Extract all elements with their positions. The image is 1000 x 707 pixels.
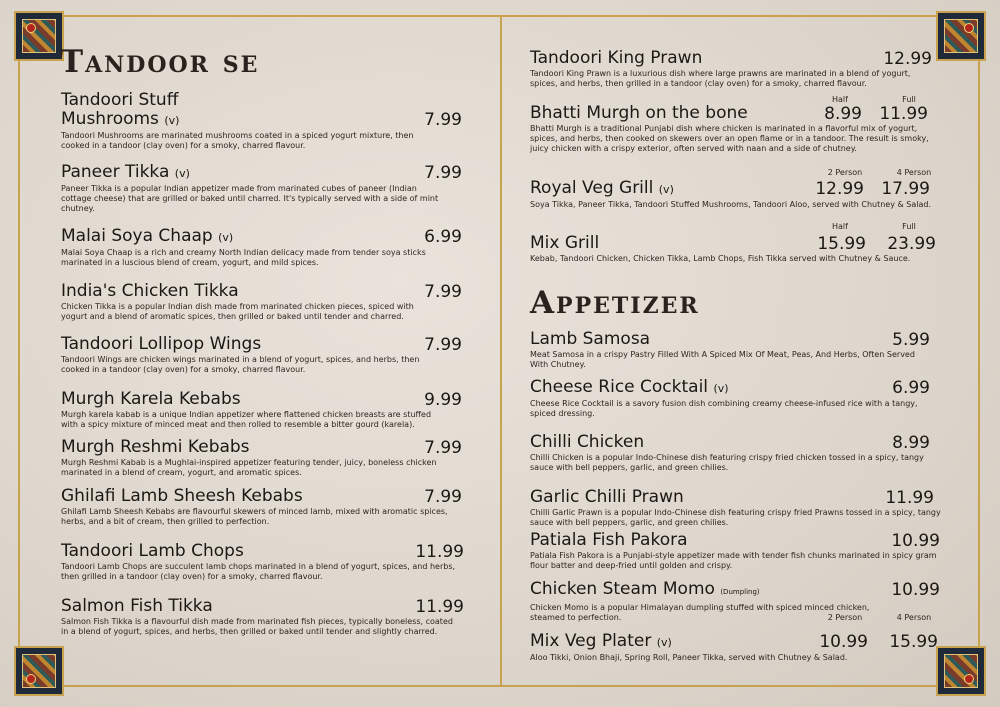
item-name: Tandoori King Prawn (530, 48, 703, 68)
item-price: 7.99 (424, 487, 462, 507)
section-title-tandoor: Tandoor se (60, 44, 260, 80)
price-label-half: Half (832, 222, 848, 231)
corner-ornament-bottom-left (14, 646, 64, 696)
item-name: Garlic Chilli Prawn (530, 487, 684, 507)
item-price: 11.99 (885, 488, 934, 508)
price-label-full: Full (902, 95, 916, 104)
veg-tag: (v) (658, 183, 674, 196)
menu-item (61, 390, 441, 430)
menu-item (530, 378, 920, 419)
dumpling-tag: (Dumpling) (720, 588, 760, 596)
item-price: 8.99 (892, 433, 930, 453)
item-price-4-person: 17.99 (881, 179, 930, 199)
item-description: Salmon Fish Tikka is a flavourful dish made from marinated fish pieces, typically boneless, coated in a blend of yogurt, spices, and herbs, then grilled or baked until tender and slightly charred. (61, 617, 453, 636)
item-description: Tandoori Mushrooms are marinated mushrooms coated in a spiced yogurt mixture, then cooked in a tandoor (clay oven) for a smoky, charred flavour. (61, 131, 414, 150)
section-title-appetizer: Appetizer (530, 285, 700, 321)
item-name: Malai Soya Chaap (61, 226, 213, 246)
item-description: Meat Samosa in a crispy Pastry Filled With A Spiced Mix Of Meat, Peas, And Herbs, Often Served With Chutney. (530, 350, 915, 369)
item-description: Soya Tikka, Paneer Tikka, Tandoori Stuffed Mushrooms, Tandoori Aloo, served with Chutney & Salad. (530, 200, 932, 209)
item-name: Chicken Steam Momo (530, 579, 715, 599)
item-name: Lamb Samosa (530, 329, 651, 349)
menu-item (61, 282, 441, 322)
item-price: 10.99 (891, 531, 940, 551)
item-name-cont: Mushrooms (61, 109, 159, 129)
menu-item (61, 597, 456, 637)
item-description: Cheese Rice Cocktail is a savory fusion dish combining creamy cheese-infused rice with a tangy, spiced dressing. (530, 399, 918, 418)
item-price-full: 23.99 (887, 234, 936, 254)
menu-item (61, 335, 441, 375)
item-name: Salmon Fish Tikka (61, 596, 213, 616)
item-name: Tandoori Lollipop Wings (61, 334, 262, 354)
item-price: 7.99 (424, 335, 462, 355)
item-price-2-person: 12.99 (815, 179, 864, 199)
veg-tag: (v) (656, 636, 672, 649)
item-name: Tandoori Lamb Chops (61, 541, 244, 561)
item-name: Mix Veg Plater (530, 631, 652, 651)
item-price-half: 15.99 (817, 234, 866, 254)
item-price: 11.99 (415, 597, 464, 617)
item-description: Chilli Garlic Prawn is a popular Indo-Chinese dish featuring crispy fried Prawns tossed in a spicy, tangy sauce with bell peppers, garlic, and green chilies. (530, 508, 941, 527)
veg-tag: (v) (713, 382, 729, 395)
item-description: Kebab, Tandoori Chicken, Chicken Tikka, Lamb Chops, Fish Tikka served with Chutney & Sauce. (530, 254, 911, 263)
price-label-2-person: 2 Person (827, 613, 863, 622)
item-price: 7.99 (424, 282, 462, 302)
corner-ornament-top-right (936, 11, 986, 61)
item-description: Chicken Tikka is a popular Indian dish made from marinated chicken pieces, spiced with yogurt and a blend of aromatic spices, then grilled or baked until tender and charred. (61, 302, 414, 321)
item-description: Chilli Chicken is a popular Indo-Chinese dish featuring crispy fried chicken tossed in a spicy, tangy sauce with bell peppers, garlic, and green chilies. (530, 453, 924, 472)
item-name: Murgh Reshmi Kebabs (61, 437, 250, 457)
item-price: 6.99 (892, 378, 930, 398)
item-price-full: 11.99 (879, 104, 928, 124)
item-price: 10.99 (891, 580, 940, 600)
price-label-4-person: 4 Person (896, 168, 932, 177)
item-price: 7.99 (424, 110, 462, 130)
veg-tag: (v) (174, 167, 190, 180)
item-name: Paneer Tikka (61, 162, 170, 182)
item-name: Cheese Rice Cocktail (530, 377, 709, 397)
menu-item (530, 330, 920, 370)
menu-item (61, 227, 441, 268)
item-name: Tandoori Stuff (61, 90, 179, 110)
item-description: Patiala Fish Pakora is a Punjabi-style appetizer made with tender fish chunks marinated in spicy gram flour batter and deep-fried until golden and crispy. (530, 551, 937, 570)
menu-item (61, 542, 456, 582)
menu-item (61, 438, 441, 478)
price-label-4-person: 4 Person (896, 613, 932, 622)
corner-ornament-bottom-right (936, 646, 986, 696)
item-price-4-person: 15.99 (889, 632, 938, 652)
item-description: Aloo Tikki, Onion Bhaji, Spring Roll, Paneer Tikka, served with Chutney & Salad. (530, 653, 848, 662)
veg-tag: (v) (218, 231, 234, 244)
price-label-half: Half (832, 95, 848, 104)
item-name: India's Chicken Tikka (61, 281, 239, 301)
item-price-half: 8.99 (824, 104, 862, 124)
item-name: Royal Veg Grill (530, 178, 654, 198)
item-name: Mix Grill (530, 233, 600, 253)
item-name: Patiala Fish Pakora (530, 530, 688, 550)
price-label-2-person: 2 Person (827, 168, 863, 177)
item-price: 5.99 (892, 330, 930, 350)
item-description: Malai Soya Chaap is a rich and creamy North Indian delicacy made from tender soya sticks marinated in a luscious blend of cream, yogurt, and mild spices. (61, 248, 426, 267)
price-label-full: Full (902, 222, 916, 231)
item-price-2-person: 10.99 (819, 632, 868, 652)
item-description: Tandoori King Prawn is a luxurious dish where large prawns are marinated in a blend of yogurt, spices, and herbs, then grilled in a tandoor (clay oven) for a smoky, charred flavour. (530, 69, 911, 88)
item-description: Tandoori Lamb Chops are succulent lamb chops marinated in a blend of yogurt, spices, and herbs, then grilled in a tandoor (clay oven) for a smoky, charred flavour. (61, 562, 456, 581)
item-name: Chilli Chicken (530, 432, 645, 452)
item-price: 7.99 (424, 438, 462, 458)
column-divider (500, 15, 502, 687)
item-price: 9.99 (424, 390, 462, 410)
menu-item (61, 163, 441, 214)
item-description: Paneer Tikka is a popular Indian appetizer made from marinated cubes of paneer (Indian cottage cheese) that are grilled or baked until charred. It's typically served with a side of mint chutney. (61, 184, 439, 213)
item-name: Murgh Karela Kebabs (61, 389, 241, 409)
item-price: 12.99 (883, 49, 932, 69)
item-price: 11.99 (415, 542, 464, 562)
item-description: Ghilafi Lamb Sheesh Kebabs are flavourful skewers of minced lamb, mixed with aromatic spices, herbs, and a bit of cream, then grilled to perfection. (61, 507, 448, 526)
item-price: 7.99 (424, 163, 462, 183)
item-price: 6.99 (424, 227, 462, 247)
item-name: Ghilafi Lamb Sheesh Kebabs (61, 486, 303, 506)
item-description: Bhatti Murgh is a traditional Punjabi dish where chicken is marinated in a flavorful mix of yogurt, spices, and herbs, then cooked on skewers over an open flame or in a tandoor. The result is smoky, juicy chicken with a crispy exterior, often served with naan and a side of chutney. (530, 124, 929, 153)
item-description: Murgh Reshmi Kabab is a Mughlai-inspired appetizer featuring tender, juicy, boneless chicken marinated in a blend of cream, yogurt, and aromatic spices. (61, 458, 437, 477)
item-description: Chicken Momo is a popular Himalayan dumpling stuffed with spiced minced chicken, steamed to perfection. (530, 603, 870, 622)
item-description: Murgh karela kabab is a unique Indian appetizer where flattened chicken breasts are stuffed with a spicy mixture of minced meat and then rolled to resemble a bitter gourd (karela). (61, 410, 432, 429)
menu-item (61, 91, 441, 151)
item-name: Bhatti Murgh on the bone (530, 103, 748, 123)
veg-tag: (v) (164, 114, 180, 127)
corner-ornament-top-left (14, 11, 64, 61)
item-description: Tandoori Wings are chicken wings marinated in a blend of yogurt, spices, and herbs, then cooked in a tandoor (clay oven) for a smoky, charred flavour. (61, 355, 420, 374)
